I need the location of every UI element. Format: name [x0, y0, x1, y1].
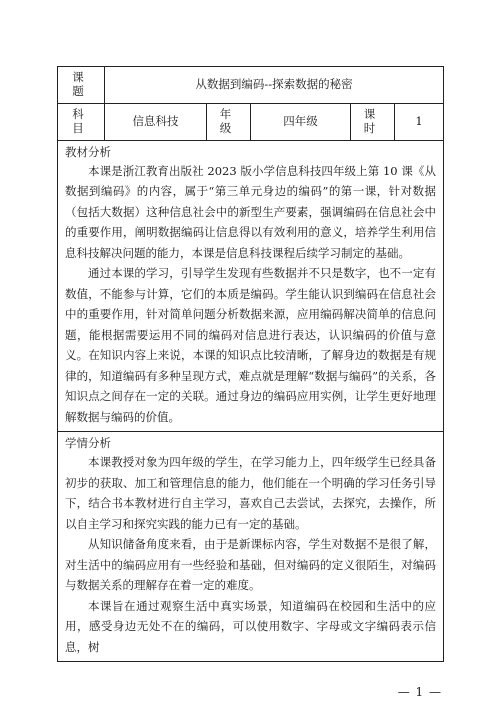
student-analysis-paragraph: 从知识储备角度来看，由于是新课标内容，学生对数据不是很了解，对生活中的编码应用有一些经验和基础，但对编码的定义很陌生，对编码与数据关系的理解存在着一定的难度。 [65, 537, 436, 593]
textbook-analysis-title: 教材分析 [65, 145, 111, 159]
grade-value: 四年级 [251, 104, 351, 141]
student-analysis-section [58, 432, 444, 662]
student-analysis-paragraph: 本课教授对象为四年级的学生，在学习能力上，四年级学生已经具备初步的获取、加工和管理信息的能力，他们能在一个明确的学习任务引导下，结合书本教材进行自主学习，喜欢自己去尝试，去探究，去操作，所以自主学习和探究实践的能力已有一定的基础。 [65, 455, 436, 531]
lesson-plan-table [57, 66, 444, 662]
period-label: 课 时 [351, 104, 395, 141]
textbook-analysis-paragraph: 本课是浙江教育出版社 2023 版小学信息科技四年级上第 10 课《从数据到编码》的内容，属于“第三单元身边的编码”的第一课，针对数据（包括大数据）这种信息社会中的新型生产要素，强调编码在信息社会中的重要作用，阐明数据编码让信息得以有效利用的意义，培养学生利用信息科技解决问题的能力，本课是信息科技课程后续学习制定的基础。 [65, 163, 436, 260]
subject-value: 信息科技 [105, 104, 207, 141]
textbook-analysis-paragraph: 通过本课的学习，引导学生发现有些数据并不只是数字，也不一定有数值，不能参与计算，它们的本质是编码。学生能认识到编码在信息社会中的重要作用，针对简单问题分析数据来源，应用编码解决简单的信息问题，能根据需要运用不同的编码对信息进行表达，认识编码的价值与意义。在知识内容上来说，本课的知识点比较清晰，了解身边的数据是有规律的，知道编码有多种呈现方式，难点就是理解“数据与编码”的关系，各知识点之间存在一定的关联。通过身边的编码应用实例，让学生更好地理解数据与编码的价值。 [65, 266, 436, 424]
topic-value: 从数据到编码--探索数据的秘密 [105, 67, 444, 104]
student-analysis-title: 学情分析 [65, 436, 111, 451]
student-analysis-row [58, 432, 444, 662]
textbook-analysis-section [58, 141, 444, 432]
student-analysis-paragraph: 本课旨在通过观察生活中真实场景，知道编码在校园和生活中的应用，感受身边无处不在的编码，可以使用数字、字母或文字编码表示信息，树 [65, 598, 436, 654]
grade-label: 年 级 [207, 104, 251, 141]
topic-label: 课 题 [58, 67, 105, 104]
subject-label: 科 目 [58, 104, 105, 141]
topic-row [58, 67, 444, 104]
textbook-analysis-row [58, 141, 444, 432]
period-value: 1 [395, 104, 444, 141]
page-number: — 1 — [397, 685, 442, 699]
meta-row [58, 104, 444, 141]
